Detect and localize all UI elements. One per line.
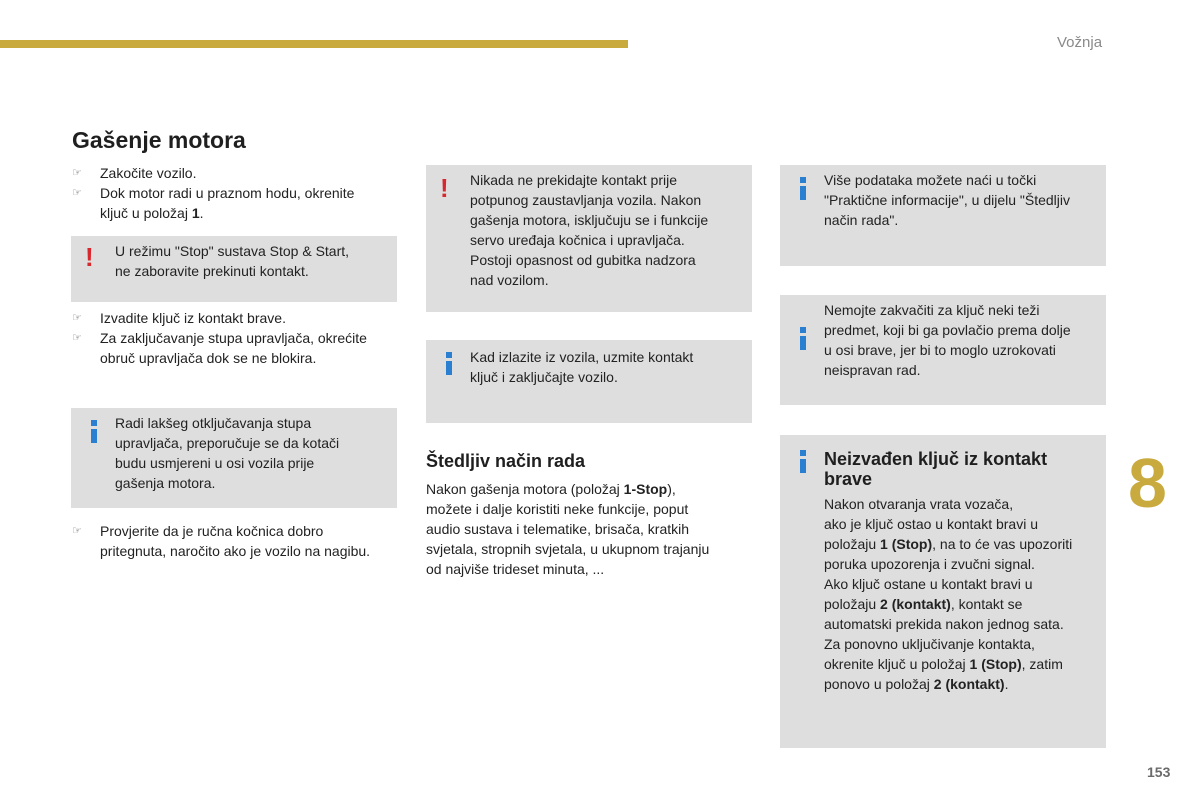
key-left-heading: Neizvađen ključ iz kontakt brave	[824, 449, 1048, 489]
info-text: Kad izlazite iz vozila, uzmite kontakt ključ i zaključajte vozilo.	[470, 349, 694, 385]
info-text: Radi lakšeg otključavanja stupa upravljača, preporučuje se da kotači budu usmjereni u osi vozila prije gašenja motora.	[115, 415, 340, 491]
section-title: Vožnja	[1057, 34, 1103, 51]
bullet-list-c	[72, 521, 412, 561]
page-number: 153	[1147, 764, 1171, 780]
info-text: Više podataka možete naći u točki "Praktične informacije", u dijelu "Štedljiv način rada".	[824, 172, 1071, 228]
info-box-steering	[71, 408, 397, 508]
economy-mode-heading: Štedljiv način rada	[426, 451, 586, 471]
arrow-bullet-icon: ☞	[72, 312, 82, 324]
warning-text: U režimu "Stop" sustava Stop & Start, ne zaboravite prekinuti kontakt.	[115, 243, 350, 279]
list-item: ☞ Provjerite da je ručna kočnica dobro pritegnuta, naročito ako je vozilo na nagibu.	[72, 523, 371, 559]
info-icon	[794, 450, 812, 473]
key-left-text: Nakon otvaranja vrata vozača, ako je ključ ostao u kontakt bravi u položaju 1 (Stop), na to će vas upozoriti poruka upozorenja i zvučni signal. Ako ključ ostane u kontakt bravi u položaju 2 (kontakt), kontakt se automatski prekida nakon jednog sata. Za ponovno uključivanje kontakta, okrenite ključ u položaj 1 (Stop), zatim ponovo u položaj 2 (kontakt).	[824, 496, 1073, 692]
warning-box-contact	[426, 165, 752, 312]
bullet-list-b	[72, 308, 402, 368]
info-icon	[794, 327, 812, 350]
info-box-heavy-object	[780, 295, 1106, 405]
info-text: Nemojte zakvačiti za ključ neki teži predmet, koji bi ga povlačio prema dolje u osi brave, jer bi to moglo uzrokovati neispravan rad.	[824, 302, 1071, 378]
economy-mode-text: Nakon gašenja motora (položaj 1-Stop), možete i dalje koristiti neke funkcije, poput audio sustava i telematike, brisača, kratkih svjetala, stropnih svjetala, u ukupnom trajanju od najviše trideset minuta, ...	[426, 481, 710, 577]
warning-box-stop-start	[71, 236, 397, 302]
arrow-bullet-icon: ☞	[72, 167, 82, 179]
header-accent-bar	[0, 40, 628, 48]
chapter-number: 8	[1128, 444, 1167, 522]
list-item: ☞ Dok motor radi u praznom hodu, okrenite ključ u položaj 1.	[72, 185, 355, 221]
page-title: Gašenje motora	[72, 127, 246, 153]
arrow-bullet-icon: ☞	[72, 525, 82, 537]
info-box-leave-vehicle	[426, 340, 752, 423]
info-icon	[794, 177, 812, 200]
arrow-bullet-icon: ☞	[72, 187, 82, 199]
list-item: ☞ Za zaključavanje stupa upravljača, okrećite obruč upravljača dok se ne blokira.	[72, 330, 367, 366]
info-icon	[440, 352, 458, 375]
bullet-list-a	[72, 163, 402, 223]
info-box-key-left	[780, 435, 1106, 748]
warning-icon: !	[85, 242, 94, 272]
warning-icon: !	[440, 173, 449, 203]
warning-text: Nikada ne prekidajte kontakt prije potpunog zaustavljanja vozila. Nakon gašenja motora, isključuju se i funkcije servo uređaja kočnica i upravljača. Postoji opasnost od gubitka nadzora nad vozilom.	[470, 172, 709, 288]
info-box-more-info	[780, 165, 1106, 266]
info-icon	[85, 420, 103, 443]
list-item: ☞ Izvadite ključ iz kontakt brave.	[72, 310, 286, 326]
arrow-bullet-icon: ☞	[72, 332, 82, 344]
list-item: ☞ Zakočite vozilo.	[72, 165, 197, 181]
